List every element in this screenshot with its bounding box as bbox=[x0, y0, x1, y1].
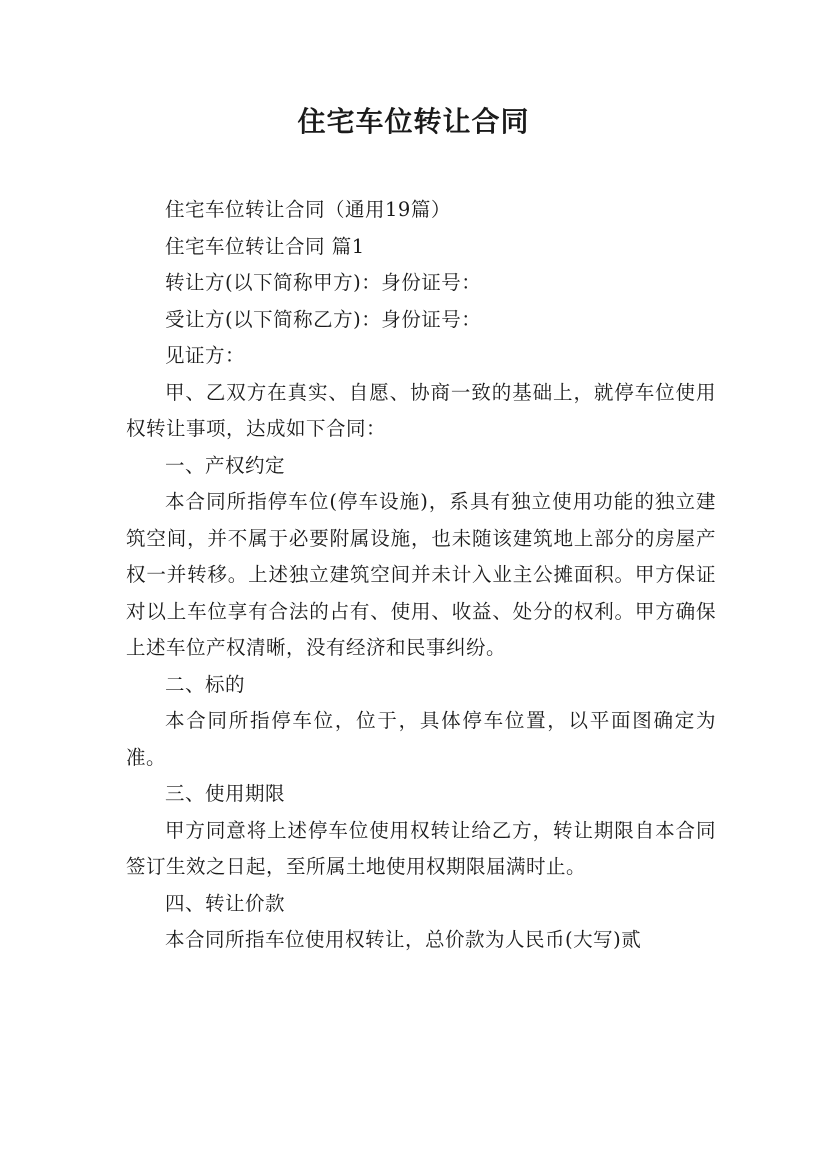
paragraph-preamble: 甲、乙双方在真实、自愿、协商一致的基础上，就停车位使用权转让事项，达成如下合同： bbox=[126, 380, 716, 440]
paragraph-transferor: 转让方(以下简称甲方)：身份证号： bbox=[165, 271, 482, 294]
paragraph-witness: 见证方： bbox=[165, 344, 246, 367]
paragraph-heading-3: 三、使用期限 bbox=[165, 782, 286, 805]
paragraph-price: 本合同所指车位使用权转让，总价款为人民币(大写)贰 bbox=[165, 928, 642, 951]
document-title: 住宅车位转让合同 bbox=[297, 105, 530, 138]
paragraph-heading-1: 一、产权约定 bbox=[165, 453, 286, 477]
paragraph-transferee: 受让方(以下简称乙方)：身份证号： bbox=[165, 307, 482, 331]
paragraph-property-rights: 本合同所指停车位(停车设施)，系具有独立使用功能的独立建筑空间，并不属于必要附属设施，也未随该建筑地上部分的房屋产权一并转移。上述独立建筑空间并未计入业主公摊面积。甲方保证对以上车位享有合法的占有、使用、收益、处分的权利。甲方确保上述车位产权清晰，没有经济和民事纠纷。 bbox=[126, 490, 716, 659]
document-body bbox=[126, 192, 716, 959]
paragraph-subject: 本合同所指停车位，位于，具体停车位置，以平面图确定为准。 bbox=[126, 709, 716, 769]
paragraph-heading-4: 四、转让价款 bbox=[165, 891, 286, 915]
paragraph-heading-2: 二、标的 bbox=[165, 672, 246, 696]
paragraph-subtitle: 住宅车位转让合同（通用19篇） bbox=[165, 198, 451, 221]
paragraph-term: 甲方同意将上述停车位使用权转让给乙方，转让期限自本合同签订生效之日起，至所属土地使用权期限届满时止。 bbox=[126, 818, 716, 878]
paragraph-section-heading: 住宅车位转让合同 篇1 bbox=[165, 234, 365, 258]
